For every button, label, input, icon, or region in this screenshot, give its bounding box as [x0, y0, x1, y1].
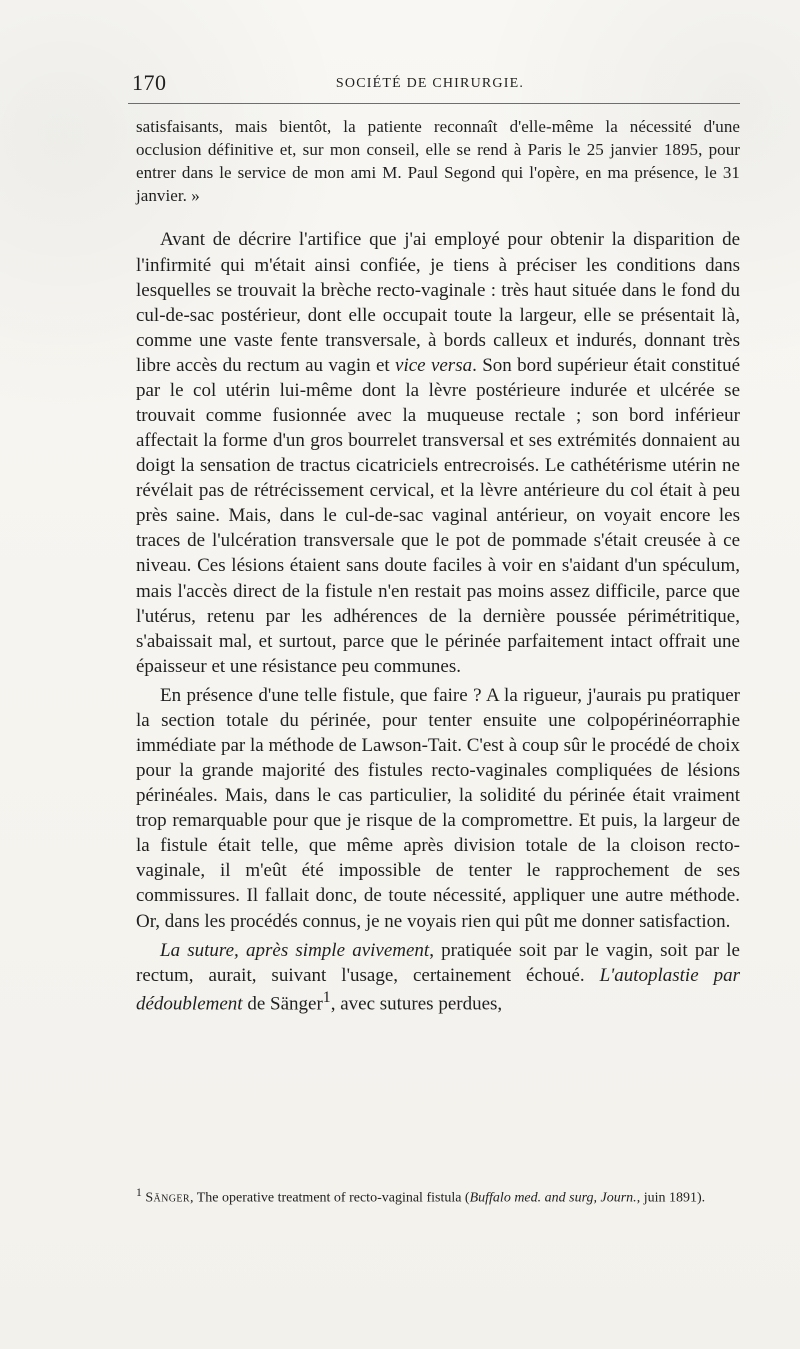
- paragraph-1-italic: vice versa: [395, 354, 473, 376]
- footnote-author: Sänger: [145, 1190, 190, 1206]
- main-content: [136, 115, 740, 1016]
- footnote-journal: Buffalo med. and surg, Journ.: [469, 1190, 637, 1206]
- paragraph-1-part-1: Avant de décrire l'artifice que j'ai employé pour obtenir la disparition de l'infirmité qui m'était ainsi confiée, je tiens à préciser les conditions dans lesquelles se trouvait la brèche recto-vaginale : très haut située dans le fond du cul-de-sac postérieur, dont elle occupait toute la largeur, elle se présentait là, comme une vaste fente transversale, à bords calleux et indurés, donnant très libre accès du rectum au vagin et: [136, 229, 740, 376]
- page-header: [120, 70, 740, 98]
- paragraph-3-part-1: , pratiquée soit par le vagin, soit par le rectum, aurait, suivant l'usage, certainement échoué.: [136, 939, 740, 986]
- paragraph-3-italic-2: L'autoplastie par dédoublement: [136, 964, 740, 1015]
- header-rule: [128, 103, 740, 104]
- paragraph-3-part-2: de Sänger: [242, 993, 323, 1015]
- paragraph-3-part-3: , avec sutures perdues,: [330, 993, 503, 1015]
- quoted-paragraph: satisfaisants, mais bientôt, la patiente reconnaît d'elle-même la nécessité d'une occlusion définitive et, sur mon conseil, elle se rend à Paris le 25 janvier 1895, pour entrer dans le service de mon ami M. Paul Segond qui l'opère, en ma présence, le 31 janvier. »: [136, 117, 740, 206]
- footnote-text-1: , The operative treatment of recto-vaginal fistula (: [189, 1190, 470, 1206]
- page-number: 170: [132, 70, 167, 95]
- paragraph-2: En présence d'une telle fistule, que faire ? A la rigueur, j'aurais pu pratiquer la section totale du périnée, pour tenter ensuite une colpopérinéorraphie immédiate par la méthode de Lawson-Tait. C'est à coup sûr le procédé de choix pour la grande majorité des fistules recto-vaginales compliquées de lésions périnéales. Mais, dans le cas particulier, la solidité du périnée était vraiment trop remarquable pour que je risque de la compromettre. Et puis, la largeur de la fistule était telle, que même après division totale de la cloison recto-vaginale, il m'eût été impossible de tenter le rapprochement de ses commissures. Il fallait donc, de toute nécessité, appliquer une autre méthode. Or, dans les procédés connus, je ne voyais rien qui pût me donner satisfaction.: [136, 684, 740, 932]
- footnote-text-2: , juin 1891).: [636, 1190, 706, 1206]
- footnote-ref: 1: [322, 988, 331, 1006]
- paragraph-3: [136, 938, 740, 1017]
- paragraph-1: [136, 227, 740, 678]
- footnote: [136, 1185, 740, 1209]
- paragraph-3-italic-1: La suture, après simple avivement: [160, 939, 430, 961]
- running-title: SOCIÉTÉ DE CHIRURGIE.: [335, 76, 525, 91]
- footnote-area: [136, 1185, 740, 1209]
- footnote-marker: 1: [136, 1186, 142, 1199]
- paragraph-1-part-2: . Son bord supérieur était constitué par le col utérin lui-même dont la lèvre postérieure indurée et ulcérée se trouvait comme fusionnée avec la muqueuse rectale ; son bord inférieur affectait la forme d'un gros bourrelet transversal et ses extrémités donnaient au doigt la sensation de tractus cicatriciels entrecroisés. Le cathétérisme utérin ne révélait pas de rétrécissement cervical, et la lèvre antérieure du col était à peu près saine. Mais, dans le cul-de-sac vaginal antérieur, on voyait encore les traces de l'ulcération transversale que le pot de pommade s'était creusée à ce niveau. Ces lésions étaient sans doute faciles à voir en s'aidant d'un spéculum, mais l'accès direct de la fistule n'en restait pas moins assez difficile, parce que l'utérus, retenu par les adhérences de la dernière poussée périmétritique, s'abaissait mal, et surtout, parce que le périnée parfaitement intact offrait une épaisseur et une résistance peu communes.: [136, 354, 741, 677]
